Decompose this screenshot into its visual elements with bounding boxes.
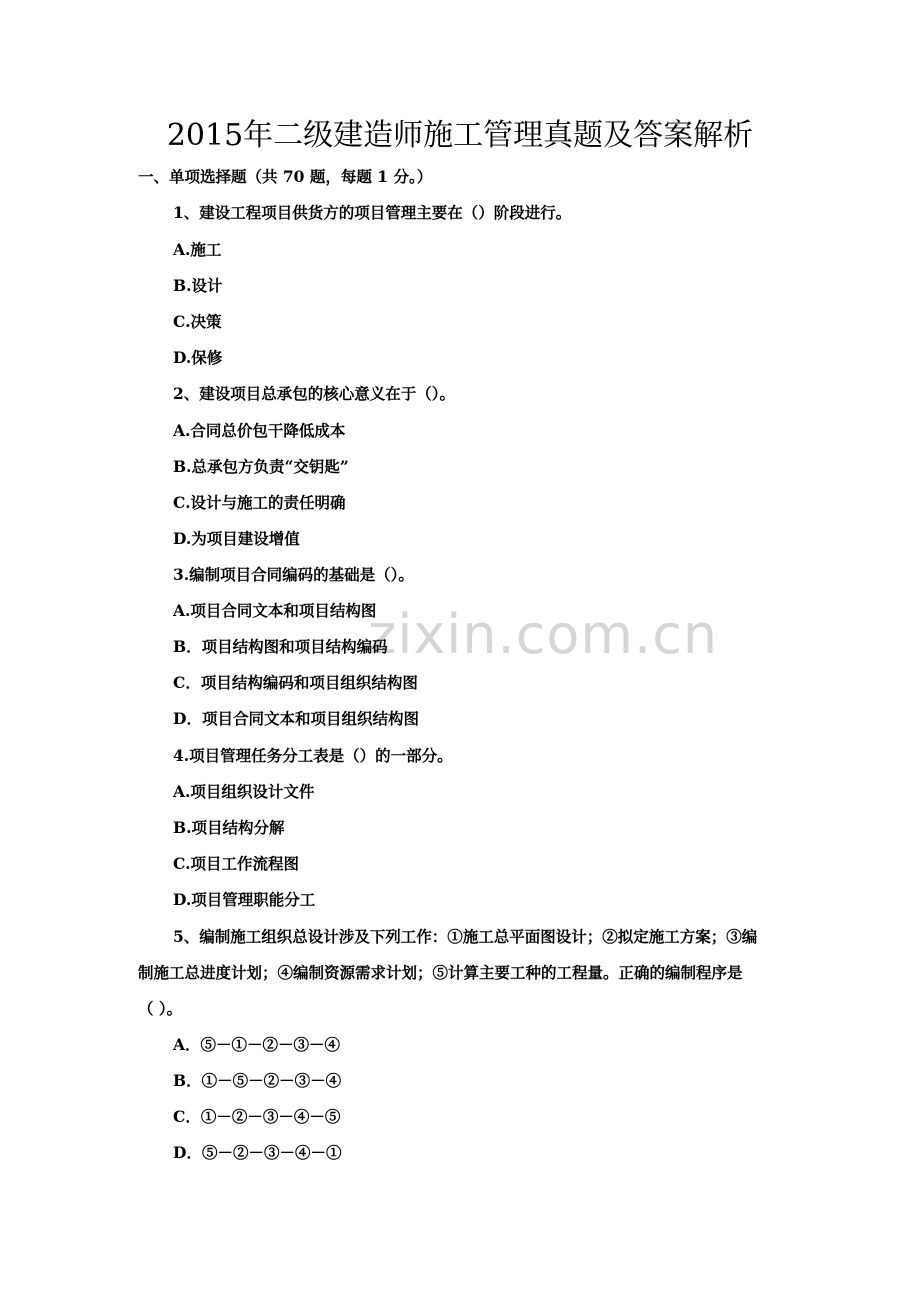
question-3-option-b: B．项目结构图和项目结构编码 [173,637,388,656]
question-1-option-c: C.决策 [173,312,222,331]
question-5-option-a: A．⑤－①－②－③－④ [173,1035,341,1054]
question-1-option-d: D.保修 [173,348,223,367]
question-5-stem-line-2: 制施工总进度计划；④编制资源需求计划；⑤计算主要工种的工程量。正确的编制程序是 [138,963,743,982]
question-3-option-c: C．项目结构编码和项目组织结构图 [173,673,418,692]
question-2-option-a: A.合同总价包干降低成本 [173,421,346,440]
question-2-option-d: D.为项目建设增值 [173,529,300,548]
question-1-option-a: A.施工 [173,240,222,259]
question-2-option-c: C.设计与施工的责任明确 [173,493,346,512]
question-5-option-d: D．⑤－②－③－④－① [173,1143,342,1162]
question-5-option-b: B．①－⑤－②－③－④ [173,1071,342,1090]
question-2-stem: 2、建设项目总承包的核心意义在于（）。 [173,384,456,403]
question-4-option-d: D.项目管理职能分工 [173,890,316,909]
question-3-stem: 3.编制项目合同编码的基础是（）。 [173,565,414,584]
question-4-option-a: A.项目组织设计文件 [173,782,315,801]
question-1-option-b: B.设计 [173,276,223,295]
question-2-option-b: B.总承包方负责“交钥匙” [173,457,349,476]
question-5-option-c: C．①－②－③－④－⑤ [173,1107,341,1126]
question-4-stem: 4.项目管理任务分工表是（）的一部分。 [173,746,453,765]
page-title: 2015年二级建造师施工管理真题及答案解析 [166,118,754,153]
question-3-option-d: D．项目合同文本和项目组织结构图 [173,709,419,728]
question-1-stem: 1、建设工程项目供货方的项目管理主要在（）阶段进行。 [173,203,572,222]
question-3-option-a: A.项目合同文本和项目结构图 [173,601,377,620]
question-5-stem-line-3: （ ）。 [138,999,183,1018]
question-4-option-c: C.项目工作流程图 [173,854,299,873]
watermark: zixin.com.cn [368,603,719,666]
question-4-option-b: B.项目结构分解 [173,818,285,837]
section-heading: 一、单项选择题（共 70 题，每题 1 分。） [138,167,433,186]
question-5-stem-line-1: 5、编制施工组织总设计涉及下列工作：①施工总平面图设计；②拟定施工方案；③编 [173,927,758,946]
